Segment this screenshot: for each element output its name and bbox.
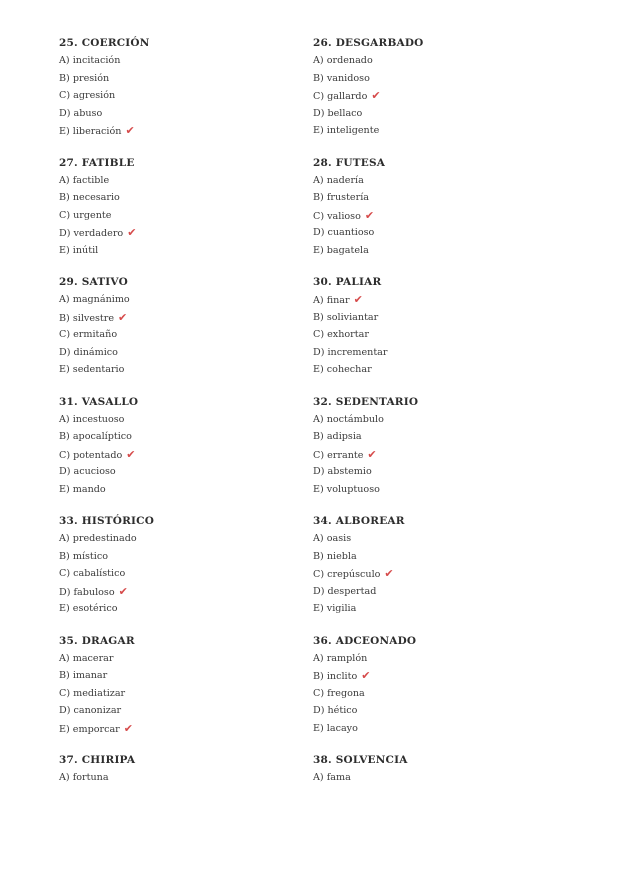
answer-option-text: A) noctámbulo [313, 413, 384, 425]
answer-option-text: C) fregona [313, 687, 365, 699]
checkmark-icon: ✔ [371, 89, 381, 102]
answer-option [313, 309, 563, 327]
answer-option [313, 650, 563, 668]
answer-option-text: A) ramplón [313, 652, 368, 664]
answer-option [59, 481, 309, 499]
answer-option [59, 87, 309, 105]
answer-option [313, 70, 563, 88]
answer-option [59, 565, 309, 583]
answer-option [313, 446, 563, 464]
answer-option-text: E) sedentario [59, 364, 125, 375]
checkmark-icon: ✔ [364, 208, 375, 222]
answer-option-text: C) ermitaño [59, 329, 118, 340]
answer-option-text: B) inclito [313, 671, 358, 682]
answer-option-text: B) apocalíptico [59, 431, 132, 442]
checkmark-icon: ✔ [125, 124, 135, 137]
answer-option [313, 189, 563, 207]
left-question-column [59, 34, 309, 871]
answer-option [59, 105, 309, 123]
question-title: 33. HISTÓRICO [59, 515, 155, 527]
answer-option-text: B) místico [59, 550, 109, 562]
answer-option [59, 583, 309, 601]
answer-option [59, 291, 309, 309]
question-block [59, 154, 309, 274]
answer-option-text: C) mediatizar [59, 687, 126, 699]
question-title: 32. SEDENTARIO [313, 395, 419, 408]
answer-option-text: B) silvestre [59, 312, 115, 324]
answer-option-text: A) incestuoso [59, 413, 125, 425]
answer-option-text: A) magnánimo [59, 294, 130, 305]
checkmark-icon: ✔ [127, 226, 137, 239]
answer-option [313, 122, 563, 140]
answer-option [59, 70, 309, 88]
answer-option-text: A) ordenado [313, 55, 373, 66]
answer-option [313, 463, 563, 481]
answer-option [59, 600, 309, 618]
answer-option [59, 122, 309, 140]
answer-option [59, 702, 309, 720]
answer-option-text: D) canonizar [59, 705, 122, 716]
answer-option-text: B) adipsia [313, 431, 362, 442]
question-title: 27. FATIBLE [59, 156, 135, 169]
answer-option-text: D) cuantioso [313, 227, 375, 238]
answer-option [313, 583, 563, 601]
answer-option [59, 446, 309, 464]
answer-option-text: A) nadería [313, 174, 364, 186]
question-title: 30. PALIAR [313, 276, 382, 288]
question-block [59, 632, 309, 752]
question-title: 25. COERCIÓN [59, 37, 150, 49]
answer-option-text: A) macerar [59, 652, 114, 664]
answer-option [59, 242, 309, 260]
answer-option-text: A) fama [313, 772, 351, 783]
answer-option [313, 565, 563, 583]
answer-option [59, 411, 309, 429]
answer-option [313, 769, 563, 787]
answer-option-text: E) bagatela [313, 244, 369, 256]
answer-option-text: E) cohechar [313, 364, 372, 375]
question-title: 29. SATIVO [59, 276, 128, 288]
answer-option-text: C) crepúsculo [313, 569, 381, 580]
answer-option-text: D) abstemio [313, 466, 372, 477]
answer-option-text: A) incitación [59, 55, 121, 66]
answer-option-text: D) abuso [59, 107, 103, 119]
answer-option-text: D) dinámico [59, 346, 118, 358]
answer-option [313, 344, 563, 362]
answer-option-text: E) lacayo [313, 722, 358, 734]
answer-option-text: E) emporcar [59, 723, 120, 735]
answer-option [59, 361, 309, 379]
question-block [313, 512, 563, 632]
question-title: 35. DRAGAR [59, 634, 135, 647]
answer-option [313, 702, 563, 720]
answer-option-text: E) vigilia [313, 603, 357, 614]
answer-option [313, 291, 563, 309]
question-block [59, 512, 309, 632]
answer-option-text: C) valioso [313, 210, 361, 222]
answer-option-text: C) agresión [59, 90, 116, 101]
answer-option [313, 685, 563, 703]
question-block [313, 393, 563, 513]
question-title: 34. ALBOREAR [313, 515, 405, 527]
answer-option [313, 105, 563, 123]
answer-option [59, 309, 309, 327]
answer-option-text: C) cabalístico [59, 568, 126, 579]
answer-option [59, 685, 309, 703]
answer-option [59, 344, 309, 362]
answer-option-text: C) urgente [59, 209, 112, 221]
answer-option-text: D) verdadero [59, 228, 124, 239]
answer-option-text: B) imanar [59, 670, 108, 681]
answer-option [59, 530, 309, 548]
answer-option [313, 361, 563, 379]
answer-option [59, 224, 309, 242]
answer-option [313, 667, 563, 685]
answer-option [59, 769, 309, 787]
question-block [313, 154, 563, 274]
answer-option [313, 207, 563, 225]
answer-option-text: E) esotérico [59, 603, 118, 614]
answer-option [313, 224, 563, 242]
checkmark-icon: ✔ [118, 310, 128, 324]
question-title: 31. VASALLO [59, 395, 139, 408]
question-block [313, 273, 563, 393]
answer-option-text: E) mando [59, 483, 106, 495]
answer-option-text: C) errante [313, 449, 364, 461]
answer-option-text: A) predestinado [59, 533, 137, 544]
checkmark-icon: ✔ [123, 721, 133, 735]
answer-option [313, 720, 563, 738]
answer-option-text: D) despertad [313, 585, 377, 597]
answer-option-text: A) oasis [313, 533, 352, 544]
answer-option [313, 172, 563, 190]
question-block [59, 273, 309, 393]
answer-option [313, 548, 563, 566]
answer-option [59, 463, 309, 481]
answer-option [59, 52, 309, 70]
answer-option [59, 172, 309, 190]
answer-option-text: D) incrementar [313, 346, 388, 358]
answer-option [59, 326, 309, 344]
answer-option [59, 189, 309, 207]
question-block [313, 34, 563, 154]
checkmark-icon: ✔ [126, 447, 136, 461]
answer-option-text: E) voluptuoso [313, 483, 380, 495]
checkmark-icon: ✔ [361, 669, 371, 682]
answer-option-text: E) inteligente [313, 125, 380, 136]
question-title: 38. SOLVENCIA [313, 754, 408, 766]
answer-option-text: C) exhortar [313, 329, 369, 340]
answer-option-text: E) liberación [59, 126, 122, 137]
answer-option-text: E) inútil [59, 244, 99, 256]
answer-option-text: B) vanidoso [313, 72, 370, 84]
checkmark-icon: ✔ [353, 293, 363, 306]
answer-option [313, 530, 563, 548]
checkmark-icon: ✔ [118, 584, 128, 598]
question-title: 26. DESGARBADO [313, 37, 424, 49]
answer-option-text: D) bellaco [313, 107, 363, 119]
question-block [313, 632, 563, 752]
answer-option-text: C) gallardo [313, 91, 368, 102]
answer-option [313, 326, 563, 344]
question-title: 28. FUTESA [313, 156, 386, 169]
answer-option [313, 242, 563, 260]
answer-option-text: A) finar [313, 295, 350, 306]
question-block [313, 751, 563, 871]
answer-option-text: D) hético [313, 705, 358, 716]
answer-option-text: B) soliviantar [313, 311, 379, 323]
answer-option-text: D) acucioso [59, 466, 116, 477]
answer-option [313, 52, 563, 70]
answer-option [313, 87, 563, 105]
answer-option [59, 207, 309, 225]
answer-option [59, 720, 309, 738]
answer-option [59, 548, 309, 566]
answer-option-text: A) factible [59, 174, 110, 186]
question-title: 36. ADCEONADO [313, 634, 417, 647]
checkmark-icon: ✔ [384, 567, 394, 580]
answer-option-text: B) necesario [59, 192, 120, 203]
answer-option [59, 667, 309, 685]
answer-option-text: B) presión [59, 72, 110, 84]
answer-option [313, 428, 563, 446]
question-title: 37. CHIRIPA [59, 754, 136, 766]
question-block [59, 751, 309, 871]
answer-option [59, 428, 309, 446]
checkmark-icon: ✔ [367, 447, 377, 461]
question-block [59, 393, 309, 513]
answer-option [313, 600, 563, 618]
answer-option [59, 650, 309, 668]
answer-option [313, 411, 563, 429]
question-block [59, 34, 309, 154]
answer-option-text: B) frustería [313, 192, 369, 203]
answer-option-text: A) fortuna [59, 772, 109, 783]
answer-option [313, 481, 563, 499]
right-question-column [313, 34, 563, 871]
answer-option-text: D) fabuloso [59, 586, 115, 598]
answer-option-text: C) potentado [59, 449, 123, 461]
answer-option-text: B) niebla [313, 550, 357, 562]
